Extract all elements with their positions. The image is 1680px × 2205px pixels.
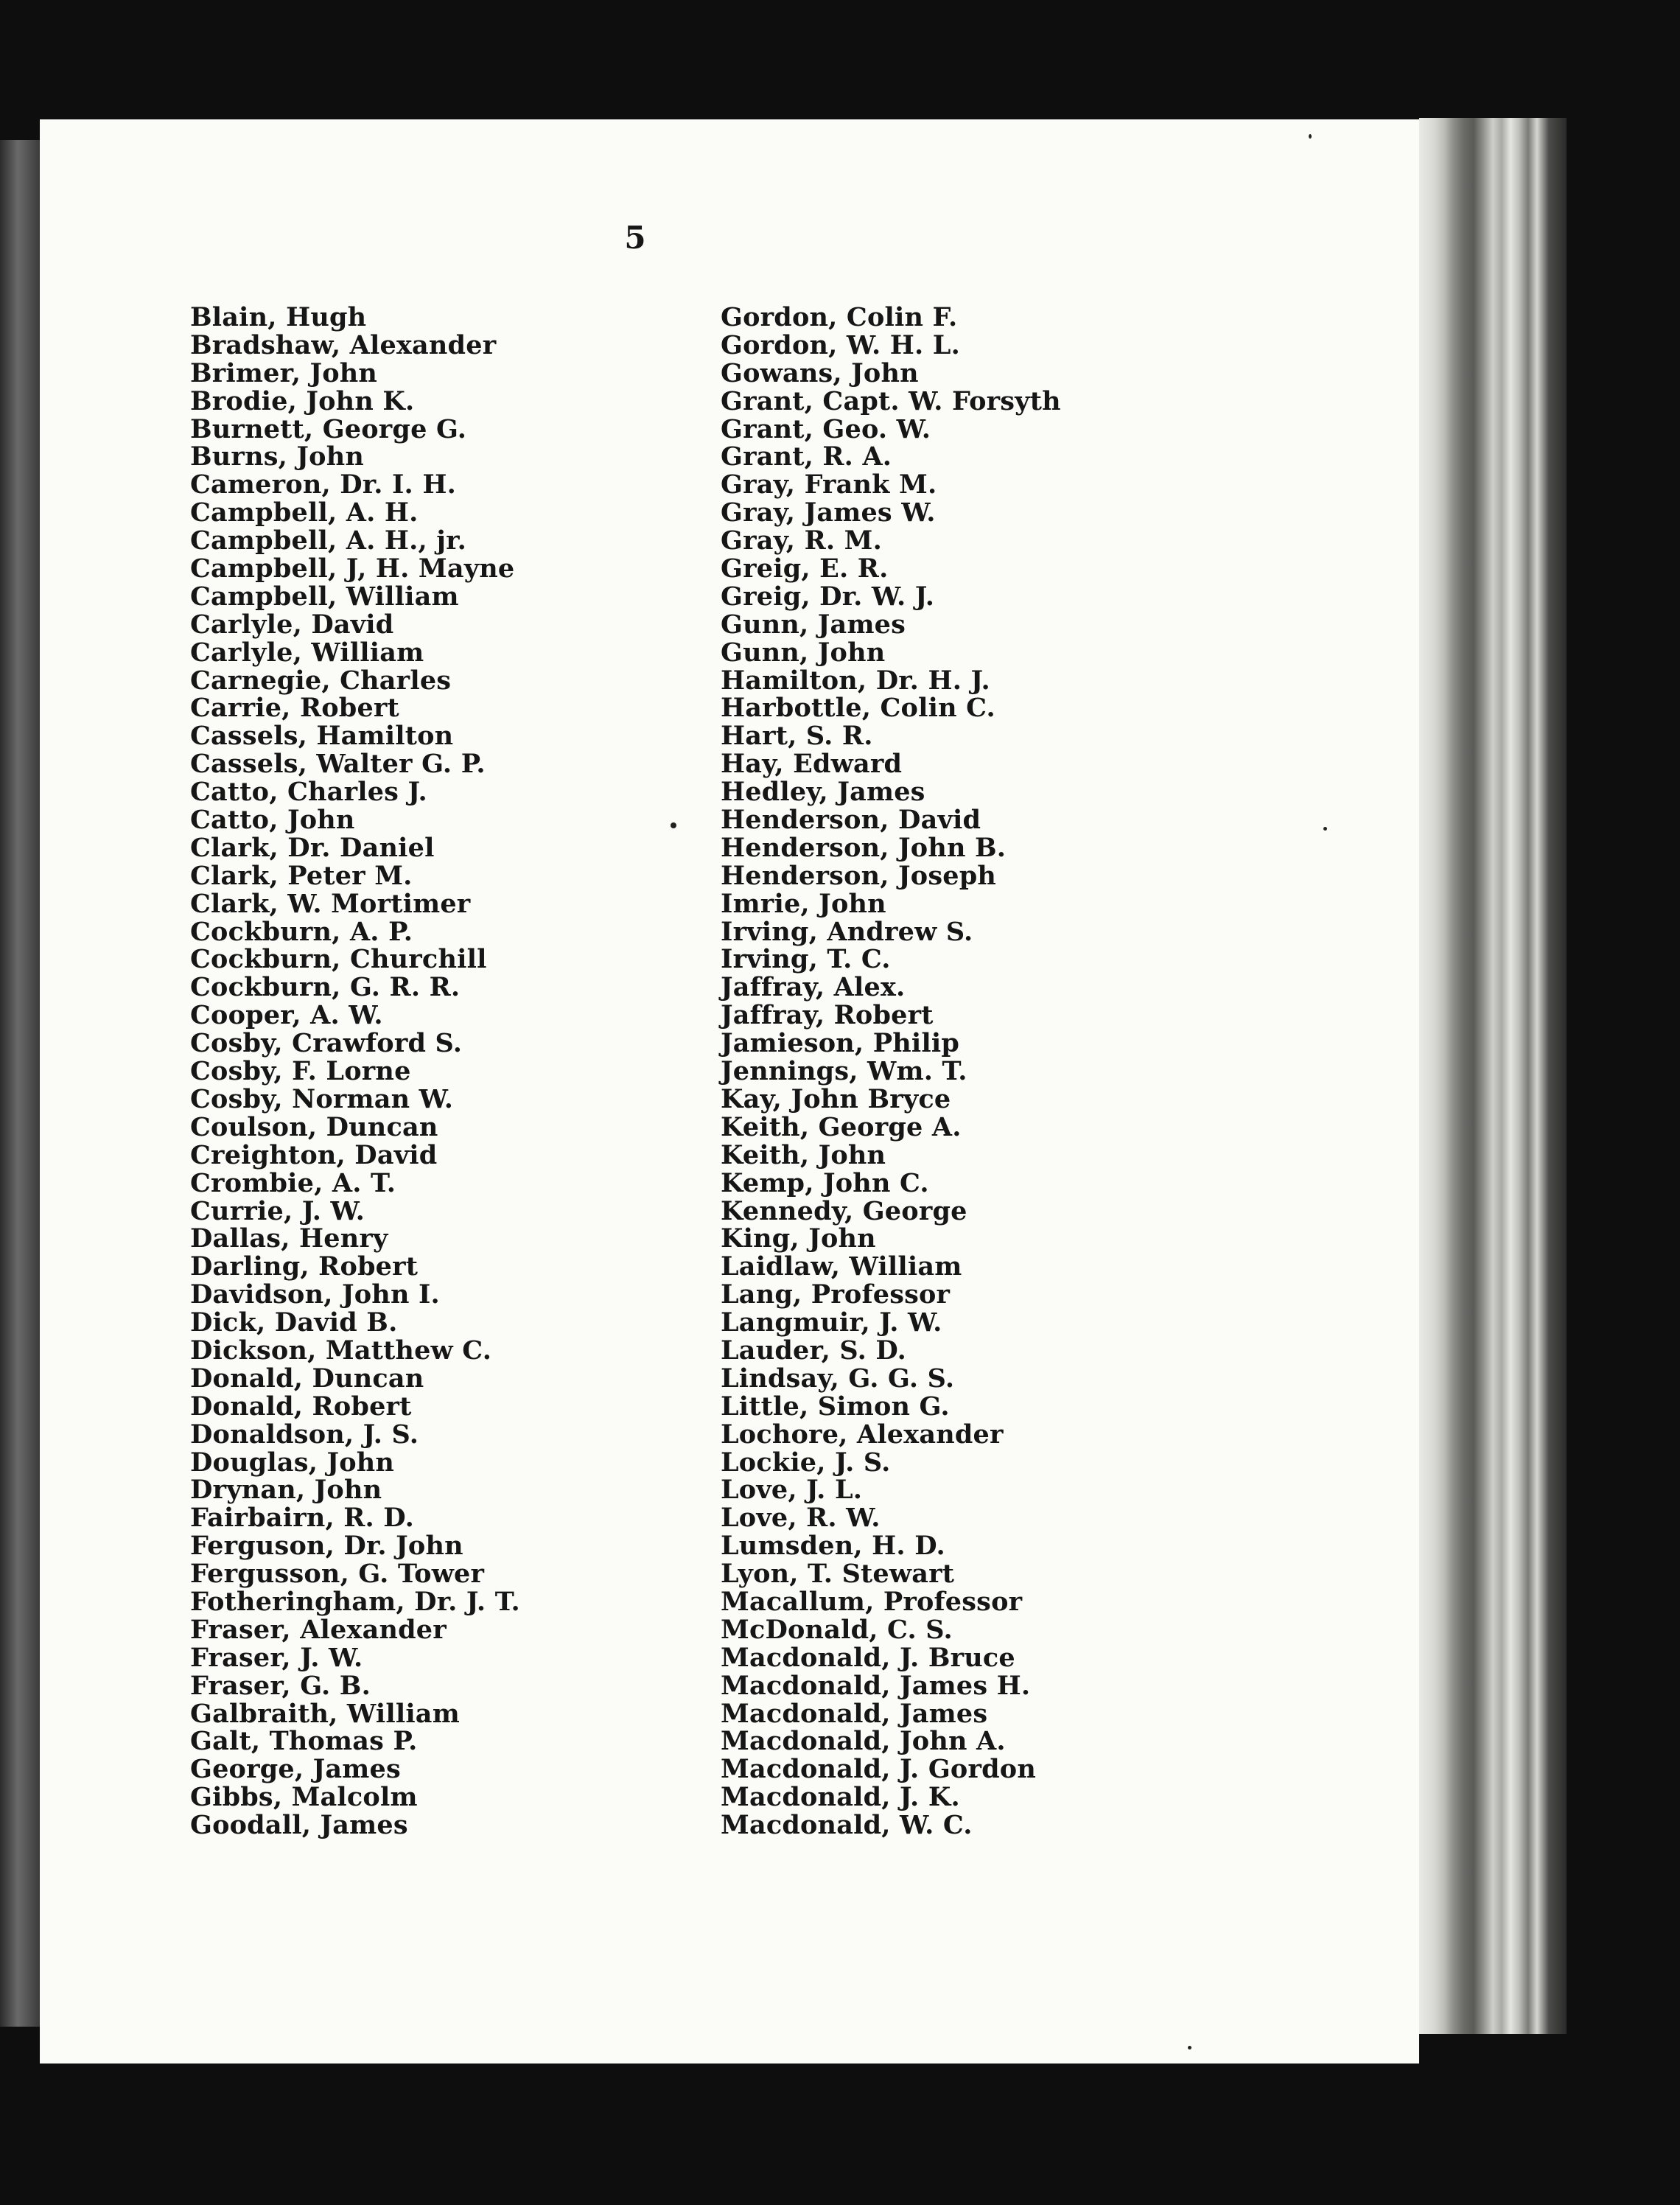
name-entry: Gunn, John — [721, 637, 886, 668]
print-speck — [671, 822, 676, 828]
name-entry: Macdonald, J. K. — [721, 1782, 960, 1813]
name-entry: Hamilton, Dr. H. J. — [721, 665, 990, 696]
name-entry: Greig, Dr. W. J. — [721, 581, 935, 612]
name-entry: Macdonald, J. Gordon — [721, 1754, 1036, 1785]
name-entry: Gowans, John — [721, 357, 919, 388]
name-entry: Catto, John — [190, 805, 355, 836]
name-entry: Grant, R. A. — [721, 441, 892, 472]
name-entry: Little, Simon G. — [721, 1391, 950, 1422]
name-entry: Macdonald, James — [721, 1698, 988, 1729]
name-entry: Cosby, Crawford S. — [190, 1028, 463, 1059]
name-entry: Gray, James W. — [721, 497, 936, 528]
name-entry: Keith, John — [721, 1139, 886, 1170]
print-speck — [1323, 827, 1327, 831]
name-entry: Macallum, Professor — [721, 1586, 1023, 1617]
name-entry: Kennedy, George — [721, 1195, 967, 1226]
name-entry: Cockburn, G. R. R. — [190, 972, 461, 1003]
name-entry: Dick, David B. — [190, 1307, 398, 1338]
name-entry: Blain, Hugh — [190, 302, 367, 332]
name-entry: Crombie, A. T. — [190, 1167, 396, 1198]
name-entry: Henderson, Joseph — [721, 860, 997, 891]
name-entry: Burnett, George G. — [190, 413, 467, 444]
name-entry: Fergusson, G. Tower — [190, 1559, 485, 1590]
name-entry: Fraser, Alexander — [190, 1614, 447, 1645]
name-entry: Macdonald, James H. — [721, 1670, 1031, 1701]
name-entry: Davidson, John I. — [190, 1279, 440, 1310]
name-entry: Grant, Capt. W. Forsyth — [721, 385, 1061, 416]
print-speck — [1188, 2046, 1191, 2050]
name-entry: Dickson, Matthew C. — [190, 1335, 492, 1366]
name-entry: George, James — [190, 1754, 401, 1785]
name-entry: Carlyle, William — [190, 637, 424, 668]
name-entry: Campbell, William — [190, 581, 459, 612]
name-entry: Lindsay, G. G. S. — [721, 1363, 955, 1394]
page-number: 5 — [624, 220, 646, 256]
name-entry: King, John — [721, 1223, 876, 1254]
name-entry: Kemp, John C. — [721, 1167, 929, 1198]
name-entry: Fotheringham, Dr. J. T. — [190, 1586, 520, 1617]
name-entry: Douglas, John — [190, 1447, 395, 1478]
name-entry: Irving, Andrew S. — [721, 916, 973, 947]
name-entry: Hay, Edward — [721, 749, 903, 780]
name-entry: Carnegie, Charles — [190, 665, 452, 696]
name-entry: Galbraith, William — [190, 1698, 460, 1729]
print-speck — [1309, 134, 1312, 139]
name-entry: Cockburn, Churchill — [190, 944, 487, 975]
name-entry: Campbell, J, H. Mayne — [190, 553, 515, 584]
name-entry: Brimer, John — [190, 357, 378, 388]
name-entry: Langmuir, J. W. — [721, 1307, 942, 1338]
name-entry: Greig, E. R. — [721, 553, 889, 584]
name-entry: Gordon, W. H. L. — [721, 329, 960, 360]
name-entry: Carrie, Robert — [190, 693, 399, 724]
name-entry: Jamieson, Philip — [721, 1028, 960, 1059]
name-entry: Galt, Thomas P. — [190, 1726, 418, 1757]
name-entry: Brodie, John K. — [190, 385, 415, 416]
name-entry: Lumsden, H. D. — [721, 1531, 945, 1562]
name-entry: Fraser, G. B. — [190, 1670, 371, 1701]
name-entry: Lang, Professor — [721, 1279, 951, 1310]
name-entry: Cooper, A. W. — [190, 1000, 383, 1031]
name-entry: Clark, W. Mortimer — [190, 888, 471, 919]
name-entry: Coulson, Duncan — [190, 1111, 438, 1142]
name-entry: Gunn, James — [721, 609, 906, 640]
name-entry: Fairbairn, R. D. — [190, 1503, 414, 1534]
name-entry: Cosby, F. Lorne — [190, 1056, 411, 1087]
name-entry: Campbell, A. H., jr. — [190, 525, 466, 556]
name-entry: Cockburn, A. P. — [190, 916, 413, 947]
name-entry: Donald, Robert — [190, 1391, 412, 1422]
name-entry: Imrie, John — [721, 888, 886, 919]
name-entry: Henderson, John B. — [721, 832, 1007, 863]
name-entry: Macdonald, W. C. — [721, 1810, 973, 1841]
name-entry: Gordon, Colin F. — [721, 302, 958, 332]
name-entry: Ferguson, Dr. John — [190, 1531, 463, 1562]
name-entry: Darling, Robert — [190, 1251, 419, 1282]
name-entry: Burns, John — [190, 441, 364, 472]
adjacent-page-edge — [0, 140, 40, 2027]
name-entry: Bradshaw, Alexander — [190, 329, 497, 360]
name-entry: McDonald, C. S. — [721, 1614, 953, 1645]
name-entry: Love, J. L. — [721, 1475, 863, 1506]
name-entry: Clark, Dr. Daniel — [190, 832, 435, 863]
name-entry: Catto, Charles J. — [190, 777, 427, 808]
name-entry: Jaffray, Robert — [721, 1000, 934, 1031]
name-entry: Dallas, Henry — [190, 1223, 388, 1254]
name-entry: Lauder, S. D. — [721, 1335, 907, 1366]
name-entry: Cassels, Hamilton — [190, 721, 454, 752]
name-list-left-column — [190, 304, 520, 1839]
name-entry: Creighton, David — [190, 1139, 438, 1170]
name-entry: Lochore, Alexander — [721, 1419, 1004, 1450]
name-entry: Gray, Frank M. — [721, 469, 937, 500]
name-entry: Macdonald, John A. — [721, 1726, 1006, 1757]
name-entry: Kay, John Bryce — [721, 1083, 951, 1114]
name-entry: Donaldson, J. S. — [190, 1419, 419, 1450]
book-page-edges — [1419, 118, 1567, 2034]
name-entry: Gray, R. M. — [721, 525, 882, 556]
name-entry: Fraser, J. W. — [190, 1642, 363, 1673]
name-entry: Irving, T. C. — [721, 944, 891, 975]
name-entry: Laidlaw, William — [721, 1251, 962, 1282]
name-entry: Macdonald, J. Bruce — [721, 1642, 1015, 1673]
name-entry: Cosby, Norman W. — [190, 1083, 454, 1114]
name-entry: Hart, S. R. — [721, 721, 873, 752]
name-list-right-column — [721, 304, 1061, 1839]
name-entry: Donald, Duncan — [190, 1363, 424, 1394]
name-entry: Clark, Peter M. — [190, 860, 413, 891]
name-entry: Grant, Geo. W. — [721, 413, 931, 444]
name-entry: Drynan, John — [190, 1475, 382, 1506]
name-entry: Harbottle, Colin C. — [721, 693, 995, 724]
name-entry: Gibbs, Malcolm — [190, 1782, 418, 1813]
name-entry: Cassels, Walter G. P. — [190, 749, 486, 780]
name-entry: Campbell, A. H. — [190, 497, 419, 528]
name-entry: Love, R. W. — [721, 1503, 881, 1534]
name-entry: Currie, J. W. — [190, 1195, 365, 1226]
name-entry: Keith, George A. — [721, 1111, 962, 1142]
name-entry: Goodall, James — [190, 1810, 408, 1841]
name-entry: Lockie, J. S. — [721, 1447, 891, 1478]
name-entry: Jennings, Wm. T. — [721, 1056, 967, 1087]
name-entry: Henderson, David — [721, 805, 981, 836]
name-entry: Cameron, Dr. I. H. — [190, 469, 456, 500]
name-entry: Lyon, T. Stewart — [721, 1559, 955, 1590]
name-entry: Hedley, James — [721, 777, 925, 808]
name-entry: Jaffray, Alex. — [721, 972, 906, 1003]
name-entry: Carlyle, David — [190, 609, 394, 640]
